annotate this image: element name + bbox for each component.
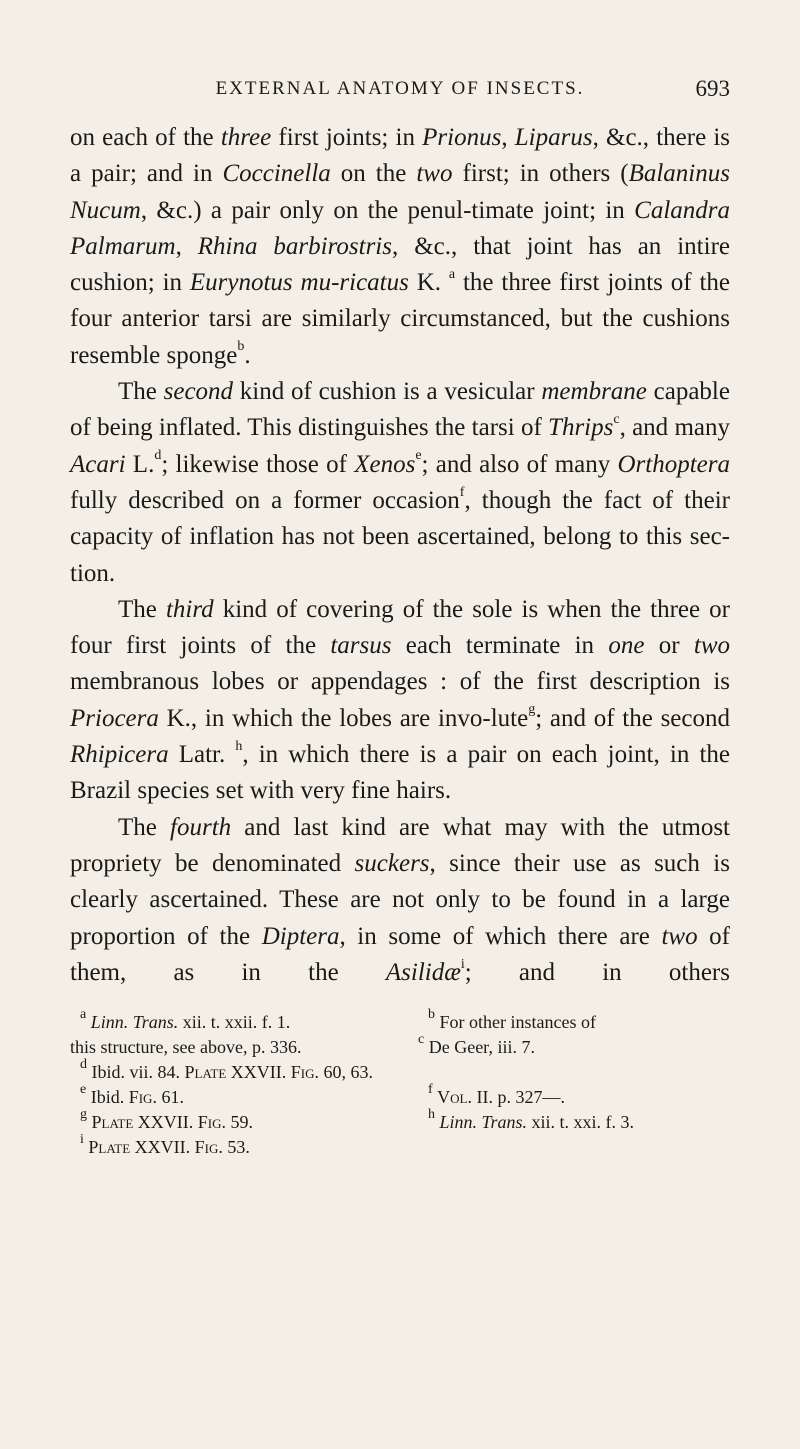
footnote-g: $^g$ Plate XXVII. Fig. 59. <box>80 1107 253 1132</box>
paragraph-1: on each of the three first joints; in Prionus, Liparus, &c., there is a pair; and in Coccinella on the two first; in others (Balaninus Nucum, &c.) a pair only on the penul-timate joint; in Calandra Palmarum, Rhina barbirostris, &c., that joint has an intire cushion; in Eurynotus mu-ricatus K. $^a$ the three first joints of the four anterior tarsi are similarly circumstanced, but the cushions resemble sponge$^b$. <box>70 124 731 369</box>
footnote-h: $^h$ Linn. Trans. xii. t. xxi. f. 3. <box>428 1107 635 1132</box>
footnote-ref-i[interactable]: i <box>460 956 465 972</box>
footnote-row <box>70 1082 730 1110</box>
footnote-ref-g[interactable]: g <box>528 702 536 718</box>
body-text <box>70 120 730 991</box>
footnote-ref-a[interactable]: a <box>448 266 456 282</box>
footnote-a: $^a$ Linn. Trans. xii. t. xxii. f. 1. <box>80 1007 291 1032</box>
paragraph-3: The third kind of covering of the sole is when the three or four first joints of the tarsus each terminate in one or two membranous lobes or appendages : of the first description is Priocera K., in which the lobes are invo-lute$^g$; and of the second Rhipicera Latr. $^h$, in which there is a pair on each joint, in the Brazil species set with very fine hairs. <box>70 595 731 805</box>
footnotes <box>70 1007 730 1160</box>
footnote-c: $^c$ De Geer, iii. 7. <box>418 1032 535 1057</box>
footnote-ref-d[interactable]: d <box>154 448 162 464</box>
footnote-ref-b[interactable]: b <box>237 339 245 355</box>
paragraph-2: The second kind of cushion is a vesicular membrane capable of being inflated. This distinguishes the tarsi of Thrips$^c$, and many Acari L.$^d$; likewise those of Xenos$^e$; and also of many Orthoptera fully described on a former occasion$^f$, though the fact of their capacity of inflation has not been ascertained, belong to this sec-tion. <box>70 378 730 587</box>
footnote-i: $^i$ Plate XXVII. Fig. 53. <box>80 1132 250 1157</box>
footnote-b-continued: this structure, see above, p. 336. <box>70 1037 302 1057</box>
paragraph-4: The fourth and last kind are what may with the utmost propriety be denominated suckers, since their use as such is clearly ascertained. These are not only to be found in a large proportion of the Diptera, in some of which there are two of them, as in the Asilidæ$^i$; and in others <box>70 813 731 986</box>
footnote-d: $^d$ Ibid. vii. 84. Plate XXVII. Fig. 60, 63. <box>80 1057 373 1082</box>
footnote-ref-e[interactable]: e <box>415 448 422 464</box>
page-number: 693 <box>695 76 730 101</box>
footnote-f: $^f$ Vol. II. p. 327—. <box>428 1082 565 1107</box>
footnote-row <box>70 1107 730 1135</box>
footnote-e: $^e$ Ibid. Fig. 61. <box>80 1082 184 1107</box>
footnote-ref-h[interactable]: h <box>235 738 243 754</box>
page-header <box>70 76 730 106</box>
footnote-row <box>70 1032 730 1060</box>
footnote-row <box>70 1007 730 1035</box>
footnote-ref-c[interactable]: c <box>613 412 620 428</box>
running-head: EXTERNAL ANATOMY OF INSECTS. <box>215 78 585 99</box>
footnote-ref-f[interactable]: f <box>459 484 465 500</box>
footnote-b: $^b$ For other instances of <box>428 1007 596 1032</box>
